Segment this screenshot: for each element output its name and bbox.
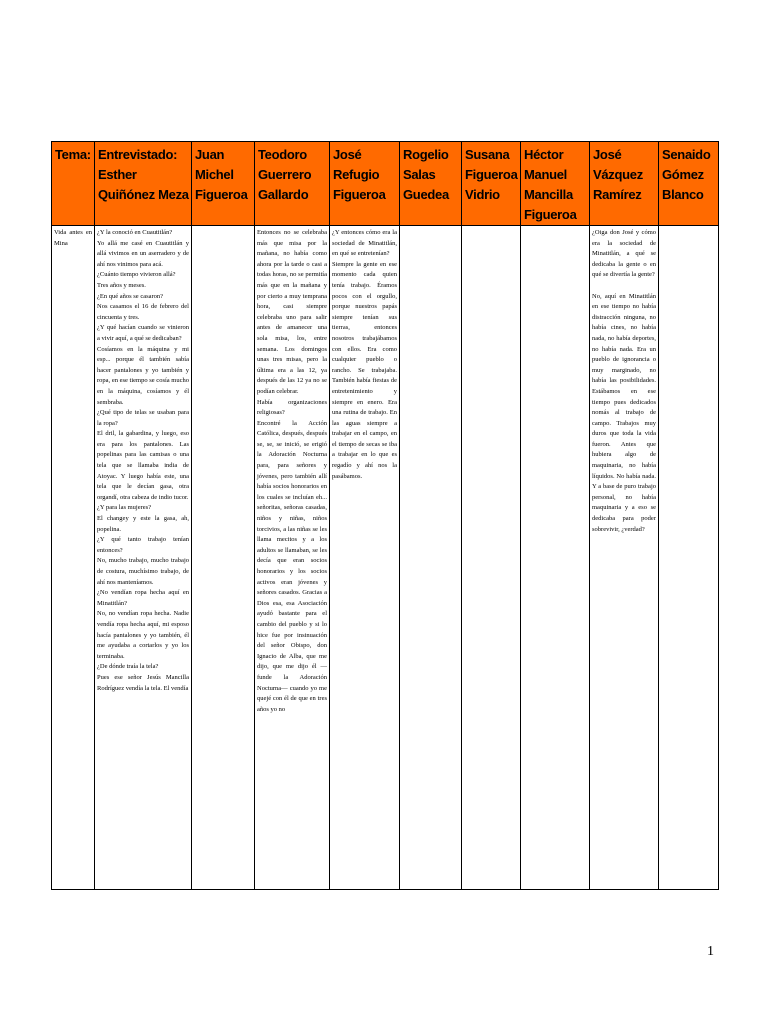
cell-juan-text [194,228,252,888]
header-tema: Tema: [52,142,95,226]
header-senaido: Senaido Gómez Blanco [659,142,719,226]
header-jose-refugio: José Refugio Figueroa [330,142,400,226]
cell-senaido [659,226,719,890]
cell-hector [521,226,590,890]
cell-tema [52,226,95,890]
header-teodoro: Teodoro Guerrero Gallardo [255,142,330,226]
header-susana: Susana Figueroa Vidrio [462,142,521,226]
header-jose-vazquez: José Vázquez Ramírez [590,142,659,226]
interview-table [51,141,719,890]
cell-teodoro-text: Entonces no se celebraba más que misa por la mañana, no había como ahora por la tarde o casi a todas horas, no se permitía más que en la mañana y por cierto a muy temprana hora, casi siempre celebraba uno para salir antes de amanecer una sola misa, los, entre semana. Los domingos unas tres misas, pero la última era a las 12, ya después de las 12 ya no se podían celebrar. Había organizaciones religiosas? Encontré la Acción Católica, después, después se, se, se inició, se erigió la Adoración Nocturna para, para señores y jóvenes, pero también allí había socios honorarios en los cuales se incluían eh... señoritas, señoras casadas, niños y niñas, niños torcivios, a las niñas se les llama mecitos y a los adultos se llamaban, se les decía que eran socios honorarios y los socios activos eran jóvenes y señores casados. Gracias a Dios esa, esa Asociación ayudó bastante para el cambio del pueblo y si lo hice fue por insinuación del señor Obispo, don Ignacio de Alba, que me dijo, que me dijo él —funde la Adoración Nocturna— cuando yo me quejé con él de que en tres años yo no [257,229,327,713]
cell-susana [462,226,521,890]
cell-juan [192,226,255,890]
table-row [52,226,719,890]
cell-rogelio-text [402,228,459,888]
cell-jose-refugio-text: ¿Y entonces cómo era la sociedad de Minatitlán, en qué se entretenían? Siempre la gente en ese momento cada quien tenía trabajo. Éramos pocos con el orgullo, porque nuestros papás siempre tenían sus tierras, entonces nosotros trabajábamos con ellos. Era como cualquier pueblo o rancho. Se trabajaba. También había fiestas de entretenimiento y siempre en enero. Era una rutina de trabajo. En las aguas siempre a trabajar en el campo, en el tiempo de secas se iba a trabajar en lo que es regadío y ahí nos la pasábamos. [332,229,397,480]
header-row [52,142,719,226]
cell-jose-vazquez [590,226,659,890]
cell-susana-text [464,228,518,888]
cell-jose-refugio [330,226,400,890]
cell-esther [95,226,192,890]
cell-hector-text [523,228,587,888]
cell-senaido-text [661,228,716,888]
cell-esther-text: ¿Y la conoció en Cuautitlán? Yo allá me casé en Cuautitlán y allá vivimos en un aserradero y de ahí nos vinimos para acá. ¿Cuánto tiempo vivieron allá? Tres años y meses. ¿En qué años se casaron? Nos casamos el 16 de febrero del cincuenta y tres. ¿Y qué hacían cuando se vinieron a vivir aquí, a qué se dedicaban? Cosíamos en la máquina y mi esp... porque él también sabía hacer pantalones y yo también y ropa, en ese tiempo se cosía mucho en la máquina, cosíamos y él sembraba. ¿Qué tipo de telas se usaban para la ropa? El dril, la gabardina, y luego, eso era para los pantalones. Las popelinas para las camisas o una tela que se llamaba india de Atoyac. Y luego había este, una tela que le decían gasa, otra organdí, otra cabeza de indio tucor. ¿Y para las mujeres? El changey y este la gasa, ah, popelina. ¿Y qué tanto trabajo tenían entonces? No, mucho trabajo, mucho trabajo de costura, muchísimo trabajo, de ahí nos manteníamos. ¿No vendían ropa hecha aquí en Minatitlán? No, no vendían ropa hecha. Nadie vendía ropa hecha aquí, mi esposo hacía pantalones y yo también, él me ayudaba a cortarlos y yo los terminaba. ¿De dónde traía la tela? Pues ese señor Jesús Mancilla Rodríguez vendía la tela. El vendía [97,229,189,692]
cell-jose-vazquez-text: ¿Oiga don José y cómo era la sociedad de Minatitlán, a qué se dedicaba la gente o en qué se divertía la gente? No, aquí en Minatitlán en ese tiempo no había distracción ninguna, no había cines, no había nada, no había deportes, no había nada. Era un pueblo de ignorancia o muy marginado, no había las posibilidades. Estábamos en ese tiempo pues dedicados nomás al trabajo de campo. Trabajos muy duros que toda la vida fueron. Antes que hubiera algo de maquinaria, no había líquidos. No había nada. Y a base de puro trabajo personal, no había maquinaria y a eso se dedicaba para poder sobrevivir, ¿verdad? [592,229,656,533]
header-juan: Juan Michel Figueroa [192,142,255,226]
header-hector: Héctor Manuel Mancilla Figueroa [521,142,590,226]
cell-teodoro [255,226,330,890]
header-rogelio: Rogelio Salas Guedea [400,142,462,226]
cell-rogelio [400,226,462,890]
page-number: 1 [707,944,714,959]
cell-tema-text: Vida antes en Mina [54,229,94,247]
header-esther: Entrevistado: Esther Quiñónez Meza [95,142,192,226]
